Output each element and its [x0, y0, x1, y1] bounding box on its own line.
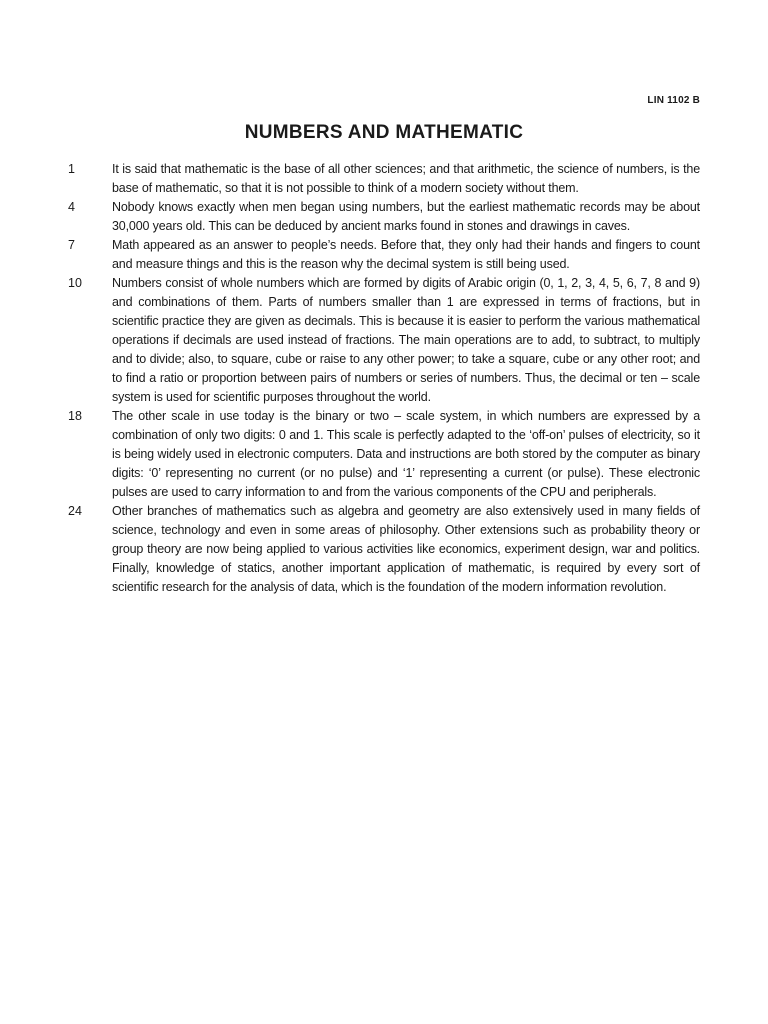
paragraph-text: Numbers consist of whole numbers which are formed by digits of Arabic origin (0, 1, 2, 3, 4, 5, 6, 7, 8 and 9) and combinations of them. Parts of numbers smaller than 1 are expressed in terms of fractions, but in scientific practice they are given as decimals. This is because it is easier to perform the various mathematical operations if decimals are used instead of fractions. The main operations are to add, to subtract, to multiply and to divide; also, to square, cube or raise to any other power; to take a square, cube or any other root; and to find a ratio or proportion between pairs of numbers or series of numbers. Thus, the decimal or ten – scale system is used for scientific purposes throughout the world.	[112, 276, 700, 404]
paragraph	[68, 198, 700, 236]
paragraph-text: Nobody knows exactly when men began using numbers, but the earliest mathematic records may be about 30,000 years old. This can be deduced by ancient marks found in stones and drawings in caves.	[112, 200, 700, 233]
paragraph-list	[68, 160, 700, 597]
line-number: 10	[68, 276, 82, 290]
line-number: 1	[68, 162, 75, 176]
paragraph-text: Other branches of mathematics such as algebra and geometry are also extensively used in many fields of science, technology and even in some areas of philosophy. Other extensions such as probability theory or group theory are now being applied to various activities like economics, experiment design, war and politics. Finally, knowledge of statics, another important application of mathematic, is required by every sort of scientific research for the analysis of data, which is the foundation of the modern information revolution.	[112, 504, 700, 594]
course-code: LIN 1102 B	[647, 95, 700, 106]
paragraph	[68, 160, 700, 198]
line-number: 4	[68, 200, 75, 214]
paragraph	[68, 407, 700, 502]
paragraph	[68, 274, 700, 407]
paragraph	[68, 236, 700, 274]
paragraph-text: The other scale in use today is the binary or two – scale system, in which numbers are expressed by a combination of only two digits: 0 and 1. This scale is perfectly adapted to the ‘off-on’ pulses of electricity, so it is being widely used in electronic computers. Data and instructions are both stored by the computer as binary digits: ‘0’ representing no current (or no pulse) and ‘1’ representing a current (or pulse). These electronic pulses are used to carry information to and from the various components of the CPU and peripherals.	[112, 409, 700, 499]
line-number: 24	[68, 504, 82, 518]
line-number: 18	[68, 409, 82, 423]
paragraph-text: It is said that mathematic is the base of all other sciences; and that arithmetic, the science of numbers, is the base of mathematic, so that it is not possible to think of a modern society without them.	[112, 162, 700, 195]
paragraph	[68, 502, 700, 597]
paragraph-text: Math appeared as an answer to people’s needs. Before that, they only had their hands and fingers to count and measure things and this is the reason why the decimal system is still being used.	[112, 238, 700, 271]
line-number: 7	[68, 238, 75, 252]
document-title: NUMBERS AND MATHEMATIC	[244, 122, 524, 143]
